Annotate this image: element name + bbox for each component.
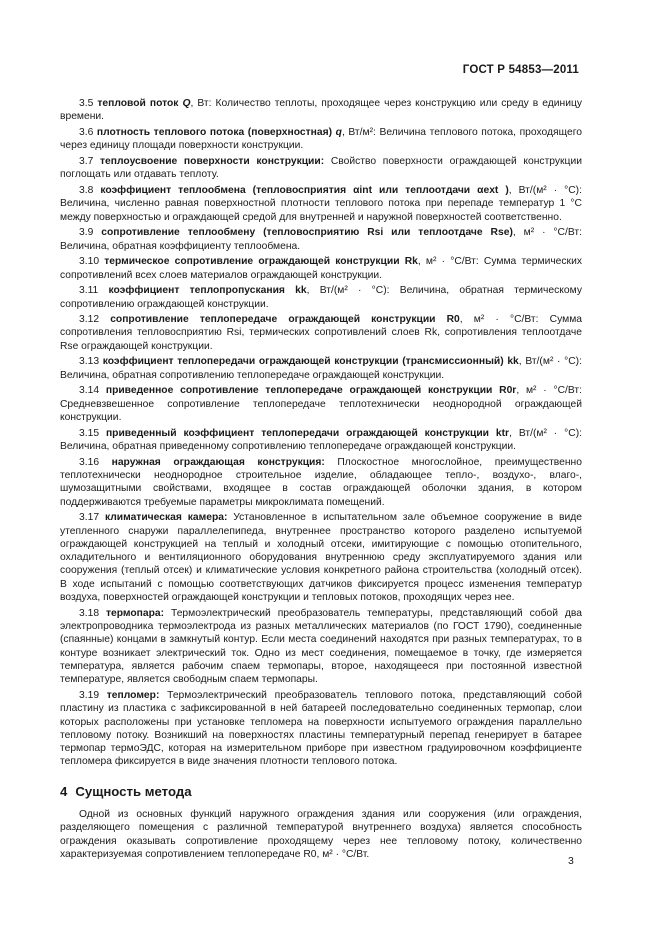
definition-term: плотность теплового потока (поверхностная)	[96, 126, 333, 138]
definition-text: Термоэлектрический преобразователь теплового потока, представляющий собой пластину из пластика с зафиксированной в ней батареей последовательно соединенных термопар, слои которых расположены при установке тепломера на поверхности испытуемого ограждения параллельно тепловому потоку. Возникший на поверхностях пластины температурный перепад генерирует в батарее термопар термоЭДС, которая на измерительном приборе при известном градуировочном коэффициенте тепломера фиксируется в виде значения плотности теплового потока.	[60, 689, 582, 768]
definition-text: Сумма термических сопротивлений всех слоев материалов ограждающей конструкции.	[60, 256, 582, 281]
definition-number: 3.6	[79, 126, 94, 138]
definition-term: коэффициент теплопередачи ограждающей конструкции (трансмиссионный) kk	[102, 356, 519, 368]
definition-unit: м² · °С/Вт:	[523, 227, 582, 239]
definition-item	[60, 456, 582, 509]
definition-unit: Вт/м²:	[348, 126, 376, 138]
definition-item	[60, 607, 582, 687]
definition-number: 3.5	[79, 98, 94, 109]
definition-number: 3.7	[79, 155, 94, 167]
definition-term: термопара:	[105, 607, 165, 619]
definitions-list	[60, 97, 582, 769]
definition-number: 3.16	[79, 456, 100, 468]
definition-unit: м² · °С/Вт:	[473, 314, 539, 326]
definition-number: 3.15	[79, 427, 100, 439]
definition-unit: Вт/(м² · °С):	[525, 356, 582, 368]
section-number: 4	[60, 783, 68, 799]
definition-item	[60, 511, 582, 604]
definition-term: коэффициент теплообмена (тепловосприятия αint или теплоотдачи αext )	[100, 184, 509, 196]
definition-number: 3.19	[79, 689, 100, 701]
definition-unit: Вт/(м² · °С):	[518, 427, 582, 439]
definition-number: 3.13	[79, 356, 100, 368]
definition-item: 3.6 плотность теплового потока (поверхностная) q, Вт/м²: Величина теплового потока, проходящего через единицу площади поверхности конструкции.	[60, 126, 582, 152]
definition-number: 3.8	[79, 184, 94, 196]
definition-item	[60, 689, 582, 769]
definition-term: тепловой поток	[97, 98, 179, 109]
definition-item: 3.9 сопротивление теплообмену (тепловосприятию Rsi или теплоотдаче Rse), м² · °С/Вт: Величина, обратная коэффициенту теплообмена.	[60, 227, 582, 252]
definition-term: термическое сопротивление ограждающей конструкции Rk	[104, 256, 418, 268]
definition-text: Термоэлектрический преобразователь температуры, представляющий собой два электропроводника термоэлектрода из разных металлических материалов (по ГОСТ 1790), соединенные (спаянные) концами в замкнутый контур. Если места соединений находятся при разных температурах, то в контуре возникает электрический ток. Одно из мест соединения, помещаемое в точку, где измеряется температура, является рабочим спаем термопары, второе, находящееся при постоянной известной температуре, является свободным спаем термопары.	[60, 607, 582, 686]
definition-text: Установленное в испытательном зале объемное сооружение в виде утепленного снаружи параллелепипеда, внутреннее пространство которого разделено испытуемой ограждающей конструкцией на теплый и холодный отсеки, имитирующие с помощью отопительного, охладительного и вентиляционного оборудования внутреннюю среду эксплуатируемого здания или сооружения (теплый отсек) и климатические условия конкретного района строительства (холодный отсек). В ходе испытаний с помощью соответствующих датчиков фиксируется процесс изменения температур воздуха, поверхностей ограждающей конструкции и тепловых потоков, проходящих через нее.	[60, 512, 582, 604]
page-number: 3	[568, 855, 574, 867]
definition-text: Свойство поверхности ограждающей конструкции поглощать или отдавать теплоту.	[60, 155, 582, 181]
definition-term: коэффициент теплопропускания kk	[108, 285, 307, 297]
definition-term: сопротивление теплообмену (тепловосприятию Rsi или теплоотдаче Rse)	[101, 227, 513, 239]
definition-text: Средневзвешенное сопротивление теплопередаче теплотехнически неоднородной ограждающей конструкции.	[60, 398, 582, 424]
definition-text: Величина, обратная сопротивлению теплопередаче ограждающей конструкции.	[60, 369, 445, 381]
definition-unit: Вт/(м² · °С):	[319, 285, 390, 297]
definition-text: Количество теплоты, проходящее через конструкцию или среду в единицу времени.	[60, 98, 582, 123]
definition-unit: м² · °С/Вт:	[525, 385, 582, 397]
section-paragraph: Одной из основных функций наружного ограждения здания или сооружения (или ограждения, разделяющего помещения с различной температурой внутреннего воздуха) является способность ограждения оказывать сопротивление проходящему через нее тепловому потоку, количественно характеризуемая сопротивлением теплопередаче R0, м² · °С/Вт.	[60, 809, 582, 860]
definition-symbol: q	[335, 126, 342, 138]
definition-term: тепломер:	[106, 689, 160, 701]
definition-item: 3.14 приведенное сопротивление теплопередаче ограждающей конструкции R0r, м² · °С/Вт: Средневзвешенное сопротивление теплопередаче теплотехнически неоднородной ограждающей конструкции.	[60, 385, 582, 424]
section-title: Сущность метода	[75, 783, 192, 799]
definition-text: Величина, обратная приведенному сопротивлению теплопередаче ограждающей конструкции.	[60, 441, 517, 453]
definition-text: Сумма сопротивления тепловосприятию Rsi, термических сопротивлений слоев Rk, сопротивления теплоотдаче Rse ограждающей конструкции.	[60, 314, 582, 352]
definition-number: 3.14	[79, 385, 100, 397]
definition-text: Плоскостное многослойное, преимущественно теплотехнически неоднородное строительное изделие, обладающее тепло-, воздухо-, влаго-, шумозащитными свойствами, входящее в состав ограждающей оболочки здания, в котором поддерживаются требуемые параметры микроклимата помещений.	[60, 456, 582, 508]
definition-item: 3.11 коэффициент теплопропускания kk, Вт/(м² · °С): Величина, обратная термическому сопротивлению ограждающей конструкции.	[60, 285, 582, 310]
definition-text: Величина, обратная термическому сопротивлению ограждающей конструкции.	[60, 285, 582, 310]
definition-item: 3.5 тепловой поток Q, Вт: Количество теплоты, проходящее через конструкцию или среду в единицу времени.	[60, 98, 582, 123]
page-content	[60, 97, 582, 864]
definition-number: 3.17	[79, 512, 100, 524]
definition-item: 3.8 коэффициент теплообмена (тепловосприятия αint или теплоотдачи αext ), Вт/(м² · °С): Величина, численно равная поверхностной плотности теплового потока при перепаде температур 1 °С между поверхностью и ограждающей средой для внутренней и наружной поверхностей соответственно.	[60, 184, 582, 223]
definition-number: 3.9	[79, 227, 94, 239]
definition-number: 3.18	[79, 607, 100, 619]
definition-term: теплоусвоение поверхности конструкции:	[100, 155, 325, 167]
document-code: ГОСТ Р 54853—2011	[462, 64, 579, 76]
definition-item	[60, 155, 582, 182]
definition-unit: Вт/(м² · °С):	[518, 184, 582, 196]
definition-term: сопротивление теплопередаче ограждающей конструкции R0	[110, 314, 460, 326]
definition-number: 3.10	[79, 256, 100, 268]
definition-unit: м² · °С/Вт:	[425, 256, 479, 268]
section-heading	[60, 785, 582, 798]
definition-item: 3.12 сопротивление теплопередаче ограждающей конструкции R0, м² · °С/Вт: Сумма сопротивления тепловосприятию Rsi, термических сопротивлений слоев Rk, сопротивления теплоотдаче Rse ограждающей конструкции.	[60, 314, 582, 352]
definition-item: 3.13 коэффициент теплопередачи ограждающей конструкции (трансмиссионный) kk, Вт/(м² · °С): Величина, обратная сопротивлению теплопередаче ограждающей конструкции.	[60, 356, 582, 381]
definition-symbol: Q	[182, 98, 191, 109]
definition-text: Величина, обратная коэффициенту теплообмена.	[60, 240, 301, 252]
definition-term: приведенный коэффициент теплопередачи ограждающей конструкции ktr	[105, 427, 510, 439]
definition-text: Величина, численно равная поверхностной плотности теплового потока при перепаде температур 1 °С между поверхностью и ограждающей средой для внутренней и наружной поверхностей соответственно.	[60, 198, 582, 223]
definition-term: приведенное сопротивление теплопередаче ограждающей конструкции R0r	[105, 385, 517, 397]
definition-number: 3.12	[79, 314, 100, 326]
definition-term: климатическая камера:	[104, 512, 228, 524]
definition-unit: Вт:	[197, 98, 212, 109]
definition-item: 3.15 приведенный коэффициент теплопередачи ограждающей конструкции ktr, Вт/(м² · °С): Величина, обратная приведенному сопротивлению теплопередаче ограждающей конструкции.	[60, 427, 582, 453]
definition-term: наружная ограждающая конструкция:	[111, 456, 325, 468]
definition-text: Величина теплового потока, проходящего через единицу площади поверхности конструкции.	[60, 126, 582, 152]
definition-number: 3.11	[79, 285, 99, 297]
definition-item: 3.10 термическое сопротивление ограждающей конструкции Rk, м² · °С/Вт: Сумма термических сопротивлений всех слоев материалов ограждающей конструкции.	[60, 256, 582, 281]
